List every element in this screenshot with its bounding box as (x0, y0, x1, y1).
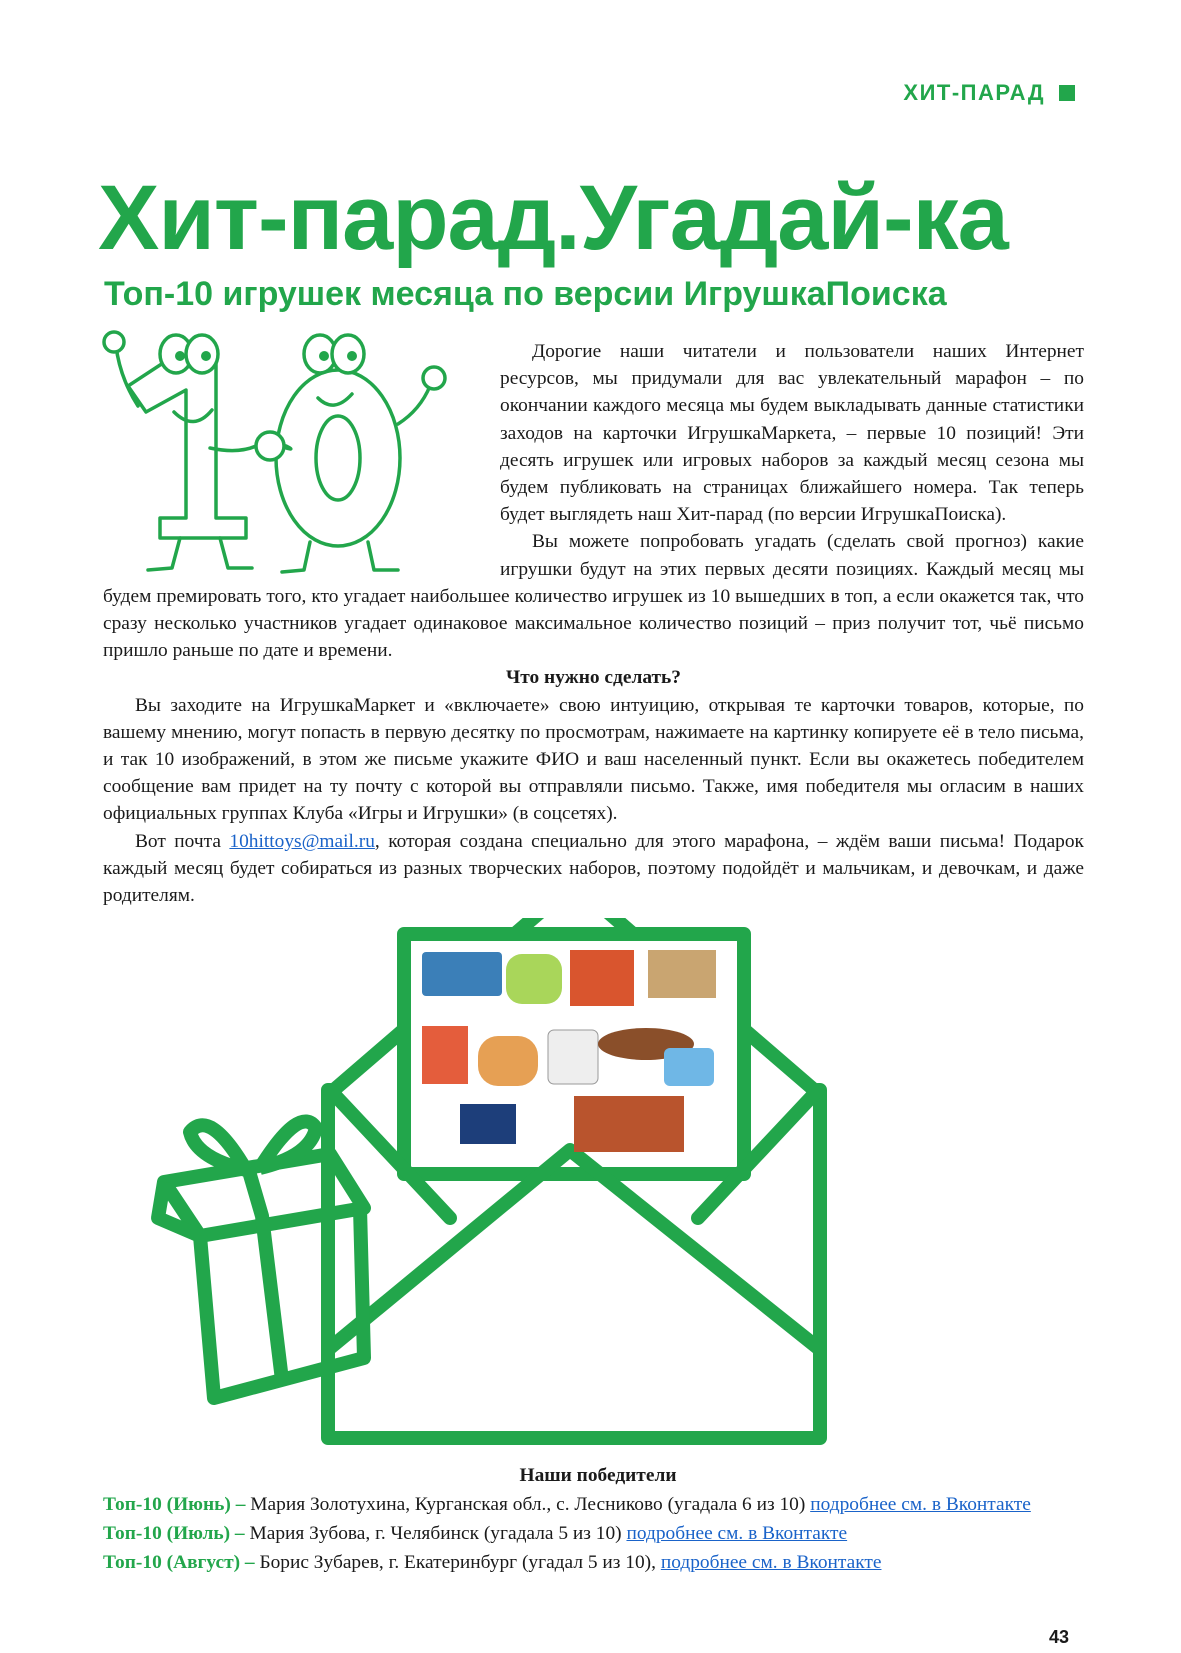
product-thumbnail (664, 1048, 714, 1086)
page-title: Хит-парад.Угадай-ка (98, 167, 1008, 269)
winner-text: Мария Золотухина, Курганская обл., с. Лесниково (угадала 6 из 10) (245, 1494, 811, 1515)
product-thumbnail (548, 1030, 598, 1084)
product-thumbnail (574, 1096, 684, 1152)
winner-label: Топ-10 (Август) – (103, 1552, 255, 1573)
product-thumbnail (460, 1104, 516, 1144)
winner-label: Топ-10 (Июнь) – (103, 1494, 246, 1515)
article-paragraph (103, 828, 1084, 910)
winner-row (103, 1490, 1093, 1519)
product-thumbnail (648, 950, 716, 998)
winner-link[interactable]: подробнее см. в Вконтакте (626, 1523, 848, 1544)
winner-row (103, 1519, 1093, 1548)
email-lead-text: Вот почта (135, 830, 230, 852)
winner-link[interactable]: подробнее см. в Вконтакте (660, 1552, 882, 1573)
product-thumbnail (570, 950, 634, 1006)
email-link[interactable]: 10hittoys@mail.ru (229, 830, 375, 852)
winner-label: Топ-10 (Июль) – (103, 1523, 245, 1544)
email-tail-text: , которая создана специально для этого марафона, – ждём ваши письма! Подарок каждый месяц будет собираться из разных творческих наборов, поэтому подойдёт и мальчикам, и девочкам, и даже родителям. (103, 830, 1084, 907)
winner-text: Борис Зубарев, г. Екатеринбург (угадал 5 из 10), (254, 1552, 661, 1573)
winners-section (103, 1461, 1093, 1577)
article-paragraph: Вы можете попробовать угадать (сделать свой прогноз) какие игрушки будут на этих первых десяти позициях. Каждый месяц мы будем премировать того, кто угадает наибольшее количество игрушек из 10 вышедших в топ, а если окажется так, что сразу несколько участников угадает одинаковое максимальное количество позиций – приз получит тот, чьё письмо пришло раньше по дате и времени. (103, 531, 1084, 662)
product-thumbnail (506, 954, 562, 1004)
section-square-icon (1059, 85, 1075, 101)
winner-text: Мария Зубова, г. Челябинск (угадала 5 из 10) (244, 1523, 627, 1544)
article-paragraph: Дорогие наши читатели и пользователи наших Интернет ресурсов, мы придумали для вас увлекательный марафон – по окончании каждого месяца мы будем выкладывать данные статистики заходов на карточки ИгрушкаМаркета, – первые 10 позиций! Эти десять игрушек или игровых наборов за каждый месяц сезона мы будем публиковать на страницах ближайшего номера. Так теперь будет выглядеть наш Хит-парад (по версии ИгрушкаПоиска). (500, 341, 1084, 526)
article-paragraph: Вы заходите на ИгрушкаМаркет и «включаете» свою интуицию, открывая те карточки товаров, которые, по вашему мнению, могут попасть в первую десятку по просмотрам, нажимаете на картинку копируете её в тело письма, и так 10 изображений, в этом же письме укажите ФИО и ваш населенный пункт. Если вы окажетесь победителем сообщение вам придет на ту почту с которой вы отправляли письмо. Также, имя победителя мы огласим в наших официальных группах Клуба «Игры и Игрушки» (в соцсетях). (103, 694, 1084, 825)
article-heading: Что нужно сделать? (506, 667, 681, 689)
product-thumbnail (422, 952, 502, 996)
product-thumbnail (478, 1036, 538, 1086)
envelope-icon (150, 918, 890, 1448)
product-thumbnail (422, 1026, 468, 1084)
section-label (903, 80, 1075, 106)
article-body (103, 338, 1084, 909)
page-number: 43 (1048, 1627, 1069, 1647)
winners-heading: Наши победители (519, 1465, 677, 1486)
page-subtitle: Топ-10 игрушек месяца по версии ИгрушкаПоиска (104, 275, 947, 313)
mascot-float-spacer (103, 338, 500, 564)
winner-row (103, 1548, 1093, 1577)
section-label-text: ХИТ-ПАРАД (903, 80, 1045, 105)
winner-link[interactable]: подробнее см. в Вконтакте (810, 1494, 1031, 1515)
